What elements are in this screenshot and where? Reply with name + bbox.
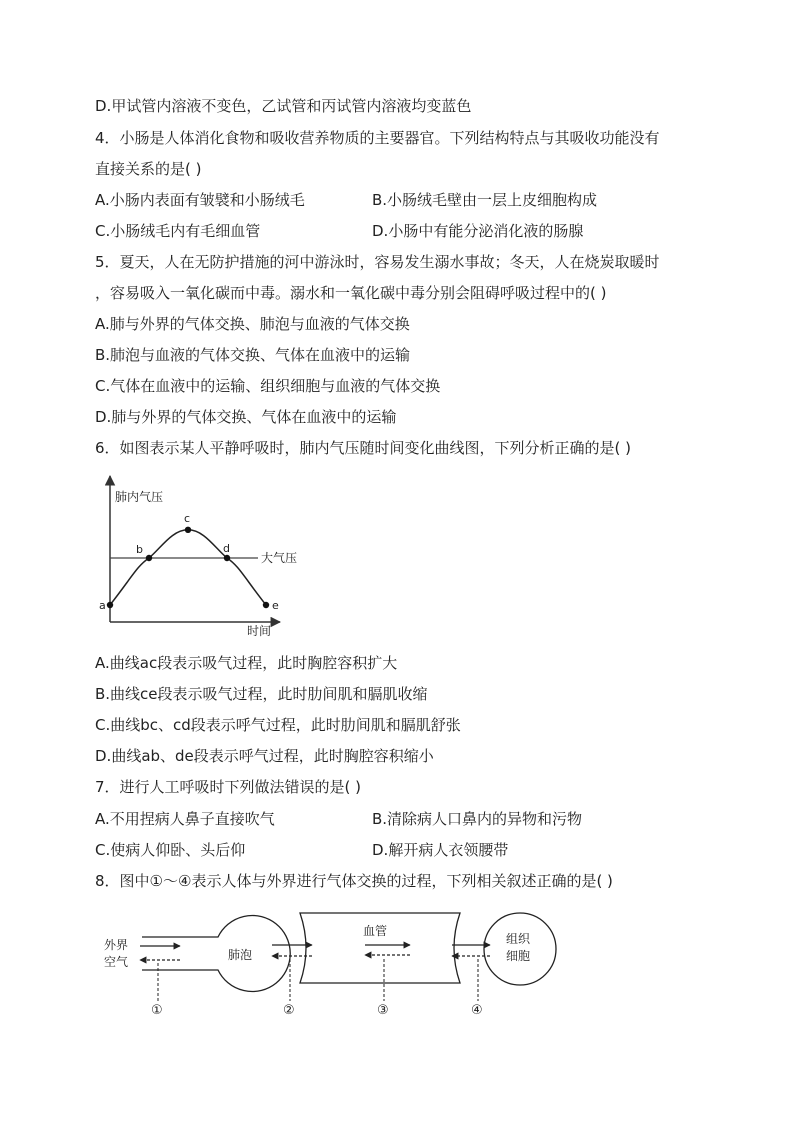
outside-air-label-1: 外界 <box>104 938 129 952</box>
atmospheric-pressure-label: 大气压 <box>261 551 298 565</box>
q6-option-d: D.曲线ab、de段表示呼气过程，此时胸腔容积缩小 <box>95 747 434 765</box>
q5-stem-line1: 5．夏天，人在无防护措施的河中游泳时，容易发生溺水事故；冬天，人在烧炭取暖时 <box>95 253 660 271</box>
gas-exchange-diagram <box>100 903 560 1021</box>
tissue-cell-label-1: 组织 <box>506 932 531 946</box>
process-label-4: ④ <box>471 1003 483 1018</box>
q7-option-d: D.解开病人衣领腰带 <box>372 841 509 859</box>
q7-option-b: B.清除病人口鼻内的异物和污物 <box>372 810 583 828</box>
chart-point-b <box>146 555 152 561</box>
chart-point-label-d: d <box>223 542 230 555</box>
pressure-curve <box>110 530 266 605</box>
outside-air-label-2: 空气 <box>104 955 129 969</box>
q8-stem: 8．图中①～④表示人体与外界进行气体交换的过程，下列相关叙述正确的是( ) <box>95 872 613 890</box>
pressure-chart <box>95 468 310 638</box>
q7-stem: 7．进行人工呼吸时下列做法错误的是( ) <box>95 778 362 796</box>
tissue-cell-label-2: 细胞 <box>506 949 531 963</box>
q6-option-b: B.曲线ce段表示吸气过程，此时肋间肌和膈肌收缩 <box>95 685 428 703</box>
q4-option-b: B.小肠绒毛壁由一层上皮细胞构成 <box>372 191 598 209</box>
chart-point-label-c: c <box>184 511 191 525</box>
chart-point-d <box>224 555 230 561</box>
q4-stem-line2: 直接关系的是( ) <box>95 160 202 178</box>
q4-option-c: C.小肠绒毛内有毛细血管 <box>95 222 261 240</box>
alveolus-shape <box>142 916 290 992</box>
q5-option-d: D.肺与外界的气体交换、气体在血液中的运输 <box>95 408 397 426</box>
chart-point-e <box>263 602 269 608</box>
q5-stem-line2: ，容易吸入一氧化碳而中毒。溺水和一氧化碳中毒分别会阻碍呼吸过程中的( ) <box>95 284 607 302</box>
process-label-1: ① <box>151 1003 163 1018</box>
q6-option-c: C.曲线bc、cd段表示呼气过程，此时肋间肌和膈肌舒张 <box>95 716 461 734</box>
chart-point-label-b: b <box>136 543 143 556</box>
q5-option-b: B.肺泡与血液的气体交换、气体在血液中的运输 <box>95 346 411 364</box>
chart-point-c <box>185 527 191 533</box>
q4-option-d: D.小肠中有能分泌消化液的肠腺 <box>372 222 584 240</box>
q4-option-a: A.小肠内表面有皱襞和小肠绒毛 <box>95 191 305 209</box>
x-axis-label: 时间 <box>247 624 272 638</box>
q3-option-d: D.甲试管内溶液不变色，乙试管和丙试管内溶液均变蓝色 <box>95 97 472 115</box>
q5-option-a: A.肺与外界的气体交换、肺泡与血液的气体交换 <box>95 315 410 333</box>
q5-option-c: C.气体在血液中的运输、组织细胞与血液的气体交换 <box>95 377 441 395</box>
q4-stem-line1: 4．小肠是人体消化食物和吸收营养物质的主要器官。下列结构特点与其吸收功能没有 <box>95 129 660 147</box>
q6-option-a: A.曲线ac段表示吸气过程，此时胸腔容积扩大 <box>95 654 398 672</box>
chart-point-a <box>107 602 113 608</box>
chart-point-label-e: e <box>272 599 279 612</box>
y-axis-label: 肺内气压 <box>115 490 164 504</box>
chart-point-label-a: a <box>99 599 106 612</box>
process-label-2: ② <box>283 1003 295 1018</box>
blood-vessel-label: 血管 <box>363 924 388 938</box>
q7-option-a: A.不用捏病人鼻子直接吹气 <box>95 810 275 828</box>
process-label-3: ③ <box>377 1003 389 1018</box>
q6-stem: 6．如图表示某人平静呼吸时，肺内气压随时间变化曲线图，下列分析正确的是( ) <box>95 439 632 457</box>
alveolus-label: 肺泡 <box>228 948 253 962</box>
q7-option-c: C.使病人仰卧、头后仰 <box>95 841 246 859</box>
